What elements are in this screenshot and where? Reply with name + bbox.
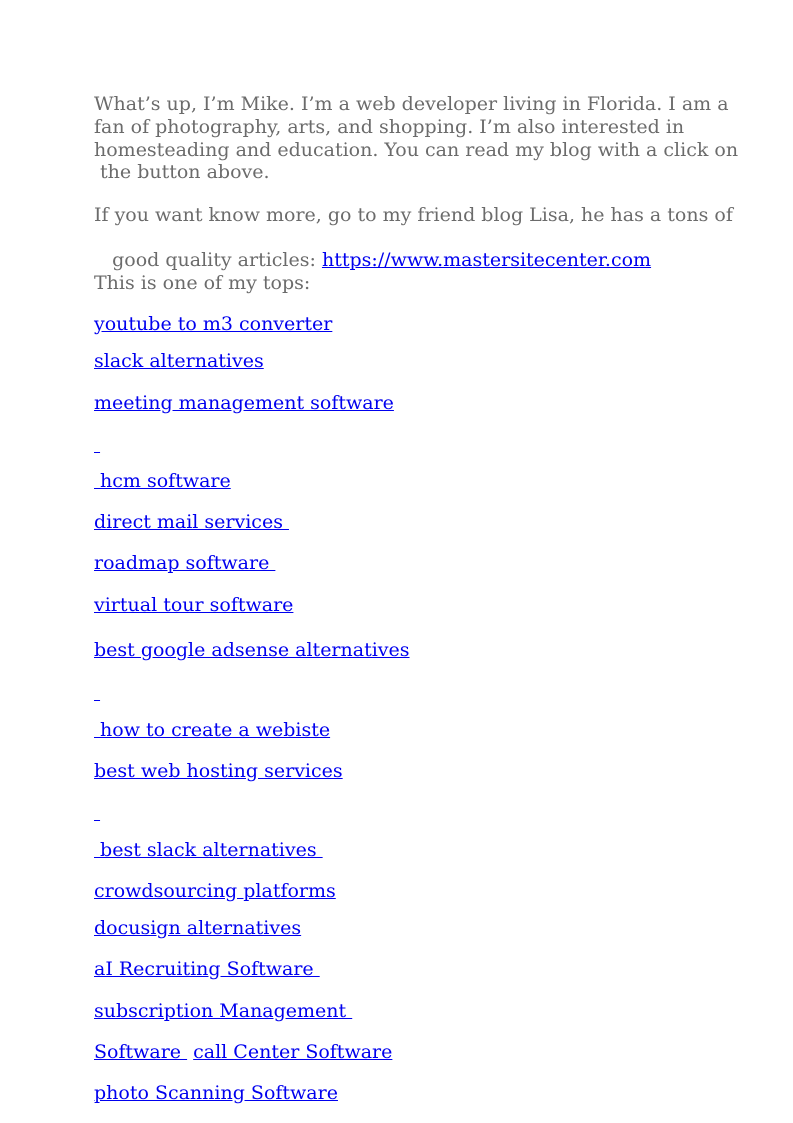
intro-line-3: homesteading and education. You can read my blog with a click on bbox=[94, 139, 739, 161]
friend-line-1: If you want know more, go to my friend blog Lisa, he has a tons of bbox=[94, 204, 733, 226]
link-item bbox=[94, 839, 323, 861]
link-item bbox=[94, 917, 301, 939]
link-item bbox=[94, 552, 275, 574]
link-item bbox=[94, 760, 343, 782]
crowdsourcing-link[interactable]: crowdsourcing platforms bbox=[94, 880, 336, 902]
empty-link[interactable] bbox=[94, 682, 100, 704]
link-item bbox=[94, 802, 100, 824]
link-item bbox=[94, 1041, 392, 1063]
link-item bbox=[94, 594, 293, 616]
subscription-management-link[interactable]: subscription Management bbox=[94, 1000, 353, 1022]
virtual-tour-link[interactable]: virtual tour software bbox=[94, 594, 294, 616]
link-item bbox=[94, 1082, 338, 1104]
link-item bbox=[94, 958, 320, 980]
hcm-software-link[interactable]: hcm software bbox=[94, 470, 231, 492]
empty-link[interactable] bbox=[94, 434, 100, 456]
direct-mail-link[interactable]: direct mail services bbox=[94, 511, 289, 533]
link-item bbox=[94, 682, 100, 704]
mastersitecenter-link[interactable]: https://www.mastersitecenter.com bbox=[321, 249, 652, 271]
youtube-converter-link[interactable]: youtube to m3 converter bbox=[94, 313, 333, 335]
empty-link[interactable] bbox=[94, 802, 100, 824]
intro-line-4: the button above. bbox=[94, 161, 270, 183]
docusign-link[interactable]: docusign alternatives bbox=[94, 917, 302, 939]
adsense-alternatives-link[interactable]: best google adsense alternatives bbox=[94, 639, 410, 661]
link-item bbox=[94, 392, 394, 414]
software-link[interactable]: Software bbox=[94, 1041, 188, 1063]
link-item bbox=[94, 511, 289, 533]
meeting-management-link[interactable]: meeting management software bbox=[94, 392, 394, 414]
create-website-link[interactable]: how to create a webiste bbox=[94, 719, 331, 741]
friend-line-2 bbox=[94, 227, 651, 271]
link-item bbox=[94, 1000, 352, 1022]
link-item bbox=[94, 434, 100, 456]
link-item bbox=[94, 639, 410, 661]
photo-scanning-link[interactable]: photo Scanning Software bbox=[94, 1082, 338, 1104]
best-slack-link[interactable]: best slack alternatives bbox=[94, 839, 323, 861]
call-center-link[interactable]: call Center Software bbox=[193, 1041, 393, 1063]
link-item bbox=[94, 350, 264, 372]
roadmap-software-link[interactable]: roadmap software bbox=[94, 552, 276, 574]
ai-recruiting-link[interactable]: aI Recruiting Software bbox=[94, 958, 320, 980]
intro-line-2: fan of photography, arts, and shopping. I’m also interested in bbox=[94, 116, 685, 138]
link-item bbox=[94, 313, 332, 335]
friend-line-2-text: good quality articles: bbox=[106, 249, 322, 271]
tops-label: This is one of my tops: bbox=[94, 272, 311, 294]
link-item bbox=[94, 470, 231, 492]
slack-alternatives-link[interactable]: slack alternatives bbox=[94, 350, 264, 372]
intro-line-1: What’s up, I’m Mike. I’m a web developer living in Florida. I am a bbox=[94, 93, 729, 115]
link-item bbox=[94, 880, 336, 902]
link-item bbox=[94, 719, 330, 741]
web-hosting-link[interactable]: best web hosting services bbox=[94, 760, 343, 782]
